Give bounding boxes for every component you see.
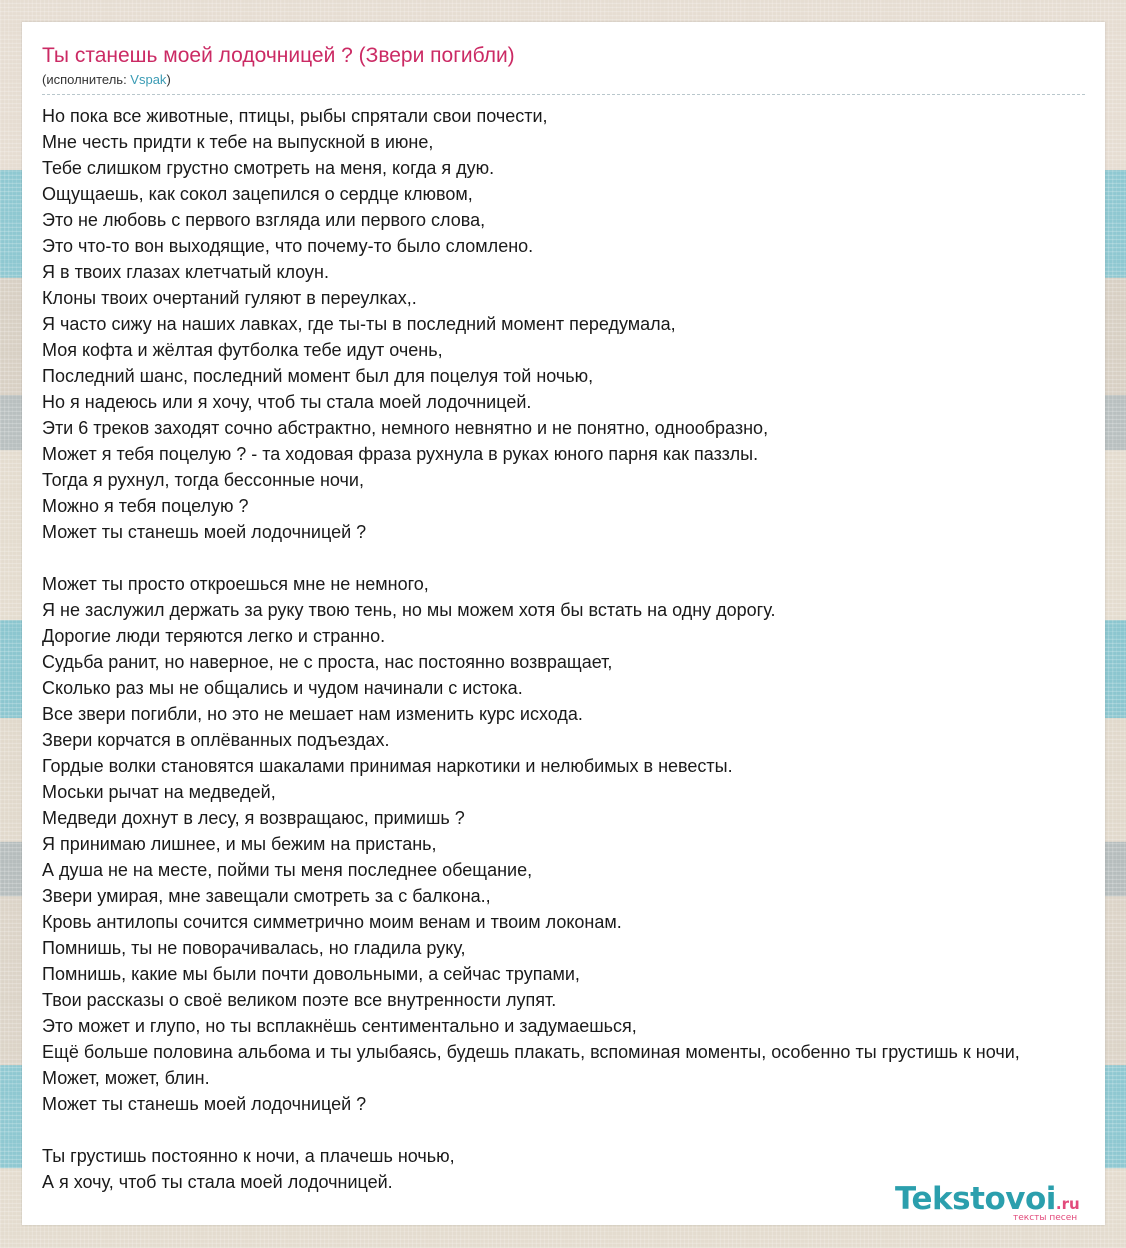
lyrics-text — [42, 103, 1126, 1221]
lyrics-line: Мне честь придти к тебе на выпускной в июне, — [42, 132, 434, 152]
lyrics-line: Звери корчатся в оплёванных подъездах. — [42, 730, 390, 750]
performer-suffix: ) — [166, 72, 171, 87]
lyrics-line: Ты грустишь постоянно к ночи, а плачешь ночью, — [42, 1146, 455, 1166]
lyrics-line: Помнишь, какие мы были почти довольными, а сейчас трупами, — [42, 964, 580, 984]
lyrics-line: Может ты станешь моей лодочницей ? — [42, 522, 367, 542]
lyrics-line: Может я тебя поцелую ? - та ходовая фраза рухнула в руках юного парня как паззлы. — [42, 444, 759, 464]
lyrics-line: Ощущаешь, как сокол зацепился о сердце клювом, — [42, 184, 473, 204]
lyrics-line: Я в твоих глазах клетчатый клоун. — [42, 262, 329, 282]
lyrics-line: Тогда я рухнул, тогда бессонные ночи, — [42, 470, 364, 490]
lyrics-stanza — [42, 571, 1126, 1117]
lyrics-line: Моськи рычат на медведей, — [42, 782, 276, 802]
logo-name: Tekstovoi — [895, 1181, 1056, 1217]
song-header — [42, 42, 1085, 95]
performer-line — [42, 70, 1085, 90]
lyrics-line: Это что-то вон выходящие, что почему-то было сломлено. — [42, 236, 534, 256]
site-logo[interactable] — [895, 1181, 1095, 1225]
lyrics-line: Может ты станешь моей лодочницей ? — [42, 1094, 367, 1114]
lyrics-line: Последний шанс, последний момент был для поцелуя той ночью, — [42, 366, 594, 386]
lyrics-line: Твои рассказы о своё великом поэте все внутренности лупят. — [42, 990, 557, 1010]
lyrics-line: Я принимаю лишнее, и мы бежим на пристань, — [42, 834, 437, 854]
lyrics-line: Это может и глупо, но ты всплакнёшь сентиментально и задумаешься, — [42, 1016, 637, 1036]
lyrics-line: А душа не на месте, пойми ты меня последнее обещание, — [42, 860, 533, 880]
logo-tld: .ru — [1055, 1195, 1080, 1213]
lyrics-line: Судьба ранит, но наверное, не с проста, нас постоянно возвращает, — [42, 652, 613, 672]
lyrics-line: Моя кофта и жёлтая футболка тебе идут очень, — [42, 340, 443, 360]
lyrics-line: Клоны твоих очертаний гуляют в переулках,. — [42, 288, 417, 308]
lyrics-line: Кровь антилопы сочится симметрично моим венам и твоим локонам. — [42, 912, 622, 932]
lyrics-line: Звери умирая, мне завещали смотреть за с балкона., — [42, 886, 491, 906]
lyrics-line: Эти 6 треков заходят сочно абстрактно, немного невнятно и не понятно, однообразно, — [42, 418, 769, 438]
lyrics-line: Ещё больше половина альбома и ты улыбаясь, будешь плакать, вспоминая моменты, особенно ты грустишь к ночи, — [42, 1042, 1020, 1062]
lyrics-line: Медведи дохнут в лесу, я возвращаюс, примишь ? — [42, 808, 465, 828]
lyrics-line: Можно я тебя поцелую ? — [42, 496, 249, 516]
lyrics-line: Помнишь, ты не поворачивалась, но гладила руку, — [42, 938, 466, 958]
lyrics-line: Но пока все животные, птицы, рыбы спрятали свои почести, — [42, 106, 548, 126]
lyrics-line: Гордые волки становятся шакалами принимая наркотики и нелюбимых в невесты. — [42, 756, 733, 776]
lyrics-line: Все звери погибли, но это не мешает нам изменить курс исхода. — [42, 704, 583, 724]
performer-prefix: (исполнитель: — [42, 72, 131, 87]
lyrics-stanza — [42, 103, 1126, 545]
lyrics-line: А я хочу, чтоб ты стала моей лодочницей. — [42, 1172, 393, 1192]
performer-link[interactable]: Vspak — [130, 72, 167, 87]
lyrics-line: Тебе слишком грустно смотреть на меня, когда я дую. — [42, 158, 495, 178]
lyrics-line: Но я надеюсь или я хочу, чтоб ты стала моей лодочницей. — [42, 392, 532, 412]
lyrics-line: Я не заслужил держать за руку твою тень, но мы можем хотя бы встать на одну дорогу. — [42, 600, 776, 620]
lyrics-line: Может ты просто откроешься мне не немного, — [42, 574, 429, 594]
lyrics-line: Дорогие люди теряются легко и странно. — [42, 626, 386, 646]
lyrics-card — [22, 22, 1105, 1225]
logo-tagline: тексты песен — [1013, 1213, 1078, 1223]
lyrics-line: Сколько раз мы не общались и чудом начинали с истока. — [42, 678, 523, 698]
song-title: Ты станешь моей лодочницей ? (Звери погибли) — [42, 44, 515, 67]
lyrics-line: Может, может, блин. — [42, 1068, 210, 1088]
lyrics-line: Это не любовь с первого взгляда или первого слова, — [42, 210, 486, 230]
lyrics-line: Я часто сижу на наших лавках, где ты-ты в последний момент передумала, — [42, 314, 676, 334]
